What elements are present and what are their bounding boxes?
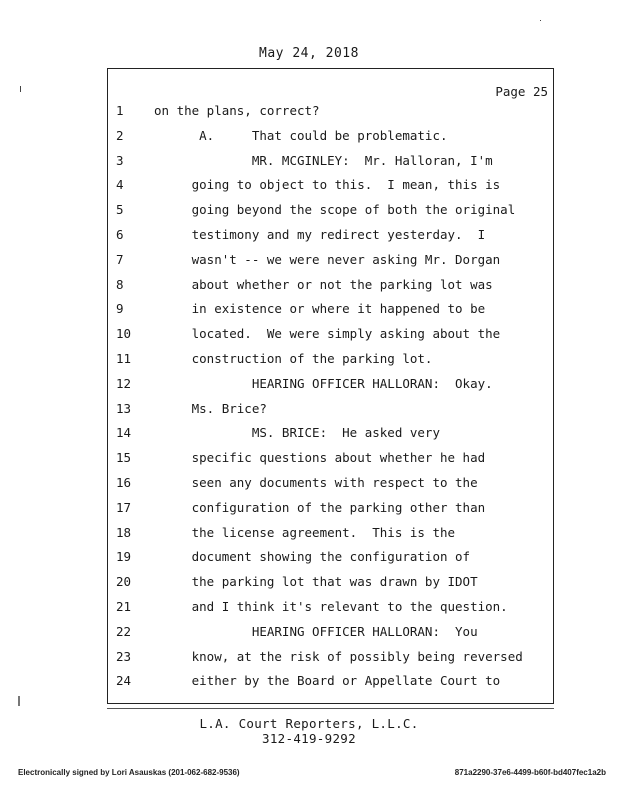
line-number: 14 [116, 425, 132, 441]
transcript-line [0, 176, 618, 201]
transcript-line [0, 548, 618, 573]
scan-speck [540, 20, 541, 21]
line-text: MR. MCGINLEY: Mr. Halloran, I'm [154, 152, 493, 168]
line-text: going to object to this. I mean, this is [154, 177, 501, 193]
line-text: HEARING OFFICER HALLORAN: Okay. [154, 375, 493, 391]
line-text: A. That could be problematic. [154, 127, 448, 143]
line-text: on the plans, correct? [154, 103, 320, 118]
transcript-line [0, 474, 618, 499]
transcript-line [0, 226, 618, 251]
line-text: seen any documents with respect to the [154, 475, 478, 490]
frame-bottom-rule [107, 708, 554, 709]
line-text: about whether or not the parking lot was [154, 276, 493, 292]
transcript-line [0, 623, 618, 648]
line-number: 8 [116, 276, 124, 292]
transcript-line [0, 102, 618, 127]
scan-speck [18, 696, 20, 706]
line-text: testimony and my redirect yesterday. I [154, 227, 486, 242]
transcript-line [0, 648, 618, 673]
transcript-line [0, 201, 618, 226]
transcript-line [0, 276, 618, 301]
line-number: 21 [116, 599, 132, 614]
transcript-line [0, 598, 618, 623]
scan-speck [20, 86, 21, 92]
line-text: the parking lot that was drawn by IDOT [154, 574, 478, 590]
transcript-line [0, 524, 618, 549]
line-number: 20 [116, 574, 132, 590]
line-number: 9 [116, 301, 124, 317]
transcript-line [0, 672, 618, 697]
transcript-line [0, 499, 618, 524]
line-number: 18 [116, 524, 132, 540]
line-number: 23 [116, 648, 132, 664]
transcript-line [0, 325, 618, 350]
line-number: 13 [116, 400, 132, 416]
line-text: and I think it's relevant to the question. [154, 599, 508, 614]
line-text: Ms. Brice? [154, 400, 267, 416]
line-number: 10 [116, 326, 132, 342]
line-number: 19 [116, 549, 132, 565]
transcript-line [0, 152, 618, 177]
transcript-line [0, 251, 618, 276]
line-text: either by the Board or Appellate Court to [154, 673, 501, 689]
line-text: wasn't -- we were never asking Mr. Dorgan [154, 251, 501, 267]
line-number: 4 [116, 177, 124, 193]
transcript-line [0, 400, 618, 425]
transcript-line [0, 127, 618, 152]
line-number: 24 [116, 673, 132, 689]
transcript-line [0, 573, 618, 598]
line-number: 15 [116, 450, 132, 466]
electronic-signature-note: Electronically signed by Lori Asauskas (201-062-682-9536) [18, 768, 240, 777]
deposition-date: May 24, 2018 [259, 46, 359, 61]
line-text: configuration of the parking other than [154, 499, 486, 515]
line-text: going beyond the scope of both the original [154, 202, 516, 218]
line-number: 3 [116, 152, 124, 168]
line-text: in existence or where it happened to be [154, 301, 486, 317]
line-number: 12 [116, 375, 132, 391]
transcript-line [0, 350, 618, 375]
line-text: HEARING OFFICER HALLORAN: You [154, 623, 478, 639]
line-text: MS. BRICE: He asked very [154, 425, 440, 441]
line-number: 2 [116, 127, 124, 143]
line-number: 7 [116, 251, 124, 267]
line-text: document showing the configuration of [154, 549, 471, 565]
line-number: 17 [116, 499, 132, 515]
transcript-line [0, 375, 618, 400]
line-text: located. We were simply asking about the [154, 326, 501, 342]
line-number: 16 [116, 475, 132, 490]
court-reporter-company: L.A. Court Reporters, L.L.C. [199, 716, 419, 731]
document-id: 871a2290-37e6-4499-b60f-bd407fec1a2b [454, 768, 606, 777]
line-text: know, at the risk of possibly being reversed [154, 648, 523, 664]
line-text: specific questions about whether he had [154, 450, 486, 466]
line-number: 6 [116, 227, 124, 242]
court-reporter-phone: 312-419-9292 [262, 731, 356, 746]
transcript-line [0, 449, 618, 474]
transcript-line [0, 300, 618, 325]
line-text: the license agreement. This is the [154, 524, 456, 540]
line-number: 11 [116, 351, 132, 366]
line-number: 22 [116, 623, 132, 639]
line-number: 5 [116, 202, 124, 218]
line-text: construction of the parking lot. [154, 351, 433, 366]
transcript-line [0, 424, 618, 449]
page-number: Page 25 [495, 84, 548, 99]
line-number: 1 [116, 103, 124, 118]
